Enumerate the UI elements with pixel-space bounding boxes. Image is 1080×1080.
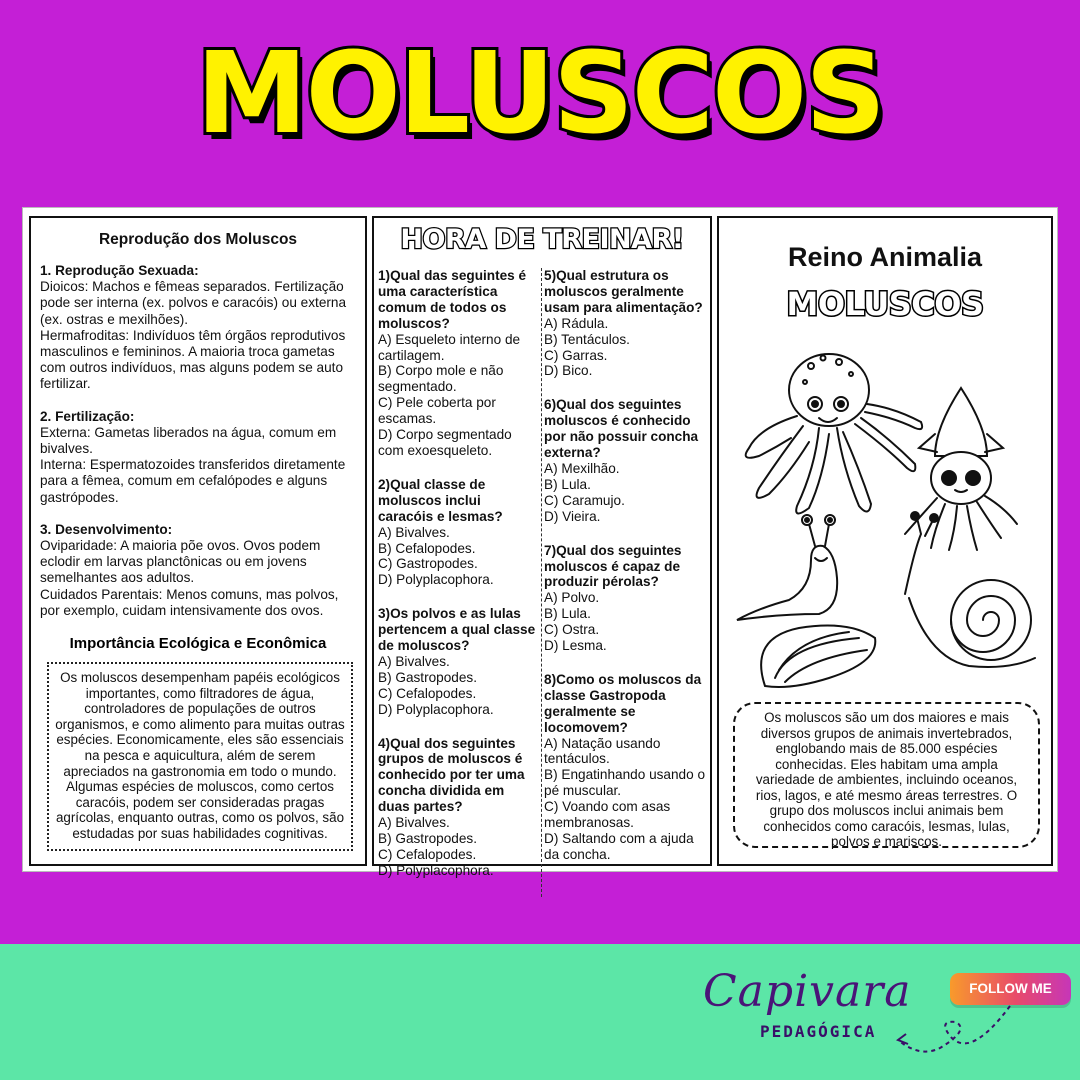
- answer-option: A) Bivalves.: [378, 815, 450, 831]
- kingdom-heading: Reino Animalia: [787, 242, 983, 272]
- section-title: 2. Fertilização:: [40, 408, 135, 424]
- answer-option: B) Corpo mole e não segmentado.: [378, 363, 504, 395]
- question-5: [544, 268, 708, 379]
- worksheet: [22, 207, 1058, 878]
- octopus-icon: [746, 354, 922, 514]
- question-6: [544, 397, 708, 524]
- section-line: Oviparidade: A maioria põe ovos. Ovos podem eclodir em larvas planctônicas ou em jovens semelhantes aos adultos.: [40, 538, 321, 586]
- cover-title: MOLUSCOS: [786, 285, 984, 323]
- answer-option: D) Polyplacophora.: [378, 862, 494, 878]
- mollusc-illustrations: [719, 338, 1055, 688]
- quiz-banner: HORA DE TREINAR!: [400, 224, 684, 255]
- question-text: 5)Qual estrutura os moluscos geralmente usam para alimentação?: [544, 268, 703, 315]
- answer-option: D) Bico.: [544, 363, 593, 379]
- section-title: 1. Reprodução Sexuada:: [40, 263, 199, 278]
- follow-me-button[interactable]: FOLLOW ME: [950, 973, 1071, 1005]
- answer-option: C) Cefalopodes.: [378, 685, 477, 701]
- question-text: 4)Qual dos seguintes grupos de moluscos é conhecido por ter uma concha dividida em duas partes?: [378, 735, 525, 815]
- answer-option: C) Voando com asas membranosas.: [544, 799, 671, 831]
- dotted-arrow-icon: [890, 1000, 1030, 1070]
- reproduction-heading: Reprodução dos Moluscos: [98, 231, 298, 248]
- answer-option: B) Tentáculos.: [544, 331, 630, 347]
- answer-option: C) Ostra.: [544, 622, 600, 638]
- brand-subtitle: PEDAGÓGICA: [760, 1022, 877, 1041]
- question-text: 3)Os polvos e as lulas pertencem a qual classe de moluscos?: [378, 606, 536, 654]
- squid-icon: [905, 388, 1017, 550]
- answer-option: C) Garras.: [544, 347, 608, 363]
- quiz-column-left: [378, 268, 541, 897]
- snail-icon: [905, 512, 1035, 667]
- section-fertilization: [40, 409, 358, 506]
- question-1: [378, 268, 539, 459]
- question-text: 1)Qual das seguintes é uma característica comum de todos os moluscos?: [378, 268, 527, 331]
- mollusc-description: Os moluscos são um dos maiores e mais diversos grupos de animais invertebrados, englobando mais de 85.000 espécies conhecidas. Eles habitam uma ampla variedade de ambientes, incluindo oceanos, rios, lagos, e até mesmo áreas terrestres. O grupo dos moluscos inclui animais bem conhecidos como caracóis, lesmas, lulas, polvos e mariscos.: [733, 702, 1040, 848]
- section-line: Externa: Gametas liberados na água, comum em bivalves.: [40, 424, 337, 457]
- answer-option: C) Caramujo.: [544, 492, 625, 508]
- importance-heading: Importância Ecológica e Econômica: [69, 635, 327, 653]
- answer-option: A) Natação usando tentáculos.: [544, 735, 661, 767]
- answer-option: D) Lesma.: [544, 638, 607, 654]
- answer-option: C) Pele coberta por escamas.: [378, 395, 496, 427]
- answer-option: B) Gastropodes.: [378, 831, 477, 846]
- section-line: Cuidados Parentais: Menos comuns, mas polvos, por exemplo, cuidam intensivamente dos ovos.: [40, 586, 339, 618]
- answer-option: D) Vieira.: [544, 508, 601, 524]
- answer-option: A) Mexilhão.: [544, 460, 620, 476]
- section-title: 3. Desenvolvimento:: [40, 521, 173, 537]
- question-text: 6)Qual dos seguintes moluscos é conhecido por não possuir concha externa?: [544, 397, 699, 461]
- reproduction-body: [31, 263, 365, 619]
- answer-option: B) Lula.: [544, 476, 591, 492]
- mussel-icon: [761, 626, 875, 687]
- panel-cover: [717, 216, 1053, 866]
- page-title: MOLUSCOS: [196, 29, 884, 159]
- answer-option: D) Polyplacophora.: [378, 572, 494, 588]
- section-development: [40, 522, 358, 619]
- answer-option: D) Saltando com a ajuda da concha.: [544, 831, 694, 862]
- section-line: Interna: Espermatozoides transferidos diretamente para a fêmea, comum em cefalópodes e alguns gastrópodes.: [40, 457, 346, 505]
- answer-option: D) Corpo segmentado com exoesqueleto.: [378, 427, 512, 458]
- section-sexual-reproduction: [40, 263, 358, 393]
- importance-box: Os moluscos desempenham papéis ecológicos importantes, como filtradores de água, controladores de populações de outros organismos, e como alimento para muitas outras espécies. Economicamente, eles são essenciais na pesca e aquicultura, além de serem apreciados na gastronomia em todo o mundo. Algumas espécies de moluscos, como certos caracóis, podem ser consideradas pragas agrícolas, enquanto outras, como os polvos, são estudadas por suas habilidades cognitivas.: [47, 662, 353, 851]
- panel-quiz: [372, 216, 712, 878]
- panel-reproduction: [29, 216, 367, 866]
- question-text: 2)Qual classe de moluscos inclui caracóis e lesmas?: [378, 476, 503, 524]
- answer-option: D) Polyplacophora.: [378, 701, 494, 717]
- slug-icon: [737, 515, 837, 620]
- answer-option: A) Bivalves.: [378, 653, 450, 669]
- question-text: 8)Como os moluscos da classe Gastropoda geralmente se locomovem?: [544, 671, 702, 735]
- answer-option: A) Esqueleto interno de cartilagem.: [378, 331, 521, 363]
- answer-option: C) Gastropodes.: [378, 556, 478, 572]
- answer-option: B) Engatinhando usando o pé muscular.: [544, 767, 706, 799]
- section-line: Hermafroditas: Indivíduos têm órgãos reprodutivos masculinos e femininos. A maioria troca gametas com outros indivíduos, mas alguns podem se auto fertilizar.: [40, 327, 346, 392]
- question-2: [378, 477, 539, 588]
- answer-option: C) Cefalopodes.: [378, 846, 477, 862]
- quiz-columns: [378, 268, 708, 897]
- question-3: [378, 606, 539, 717]
- section-line: Dioicos: Machos e fêmeas separados. Fertilização pode ser interna (ex. polvos e caracóis) ou externa (ex. ostras e mexilhões).: [40, 279, 347, 327]
- answer-option: A) Polvo.: [544, 590, 600, 606]
- answer-option: A) Rádula.: [544, 315, 609, 331]
- brand-logo: Capivara: [703, 966, 912, 1017]
- question-7: [544, 543, 708, 654]
- question-text: 7)Qual dos seguintes moluscos é capaz de produzir pérolas?: [544, 542, 682, 590]
- answer-option: B) Cefalopodes.: [378, 540, 476, 556]
- question-4: [378, 736, 539, 879]
- quiz-column-right: [541, 268, 708, 897]
- answer-option: A) Bivalves.: [378, 524, 450, 540]
- question-8: [544, 672, 708, 863]
- answer-option: B) Gastropodes.: [378, 669, 477, 685]
- answer-option: B) Lula.: [544, 606, 591, 622]
